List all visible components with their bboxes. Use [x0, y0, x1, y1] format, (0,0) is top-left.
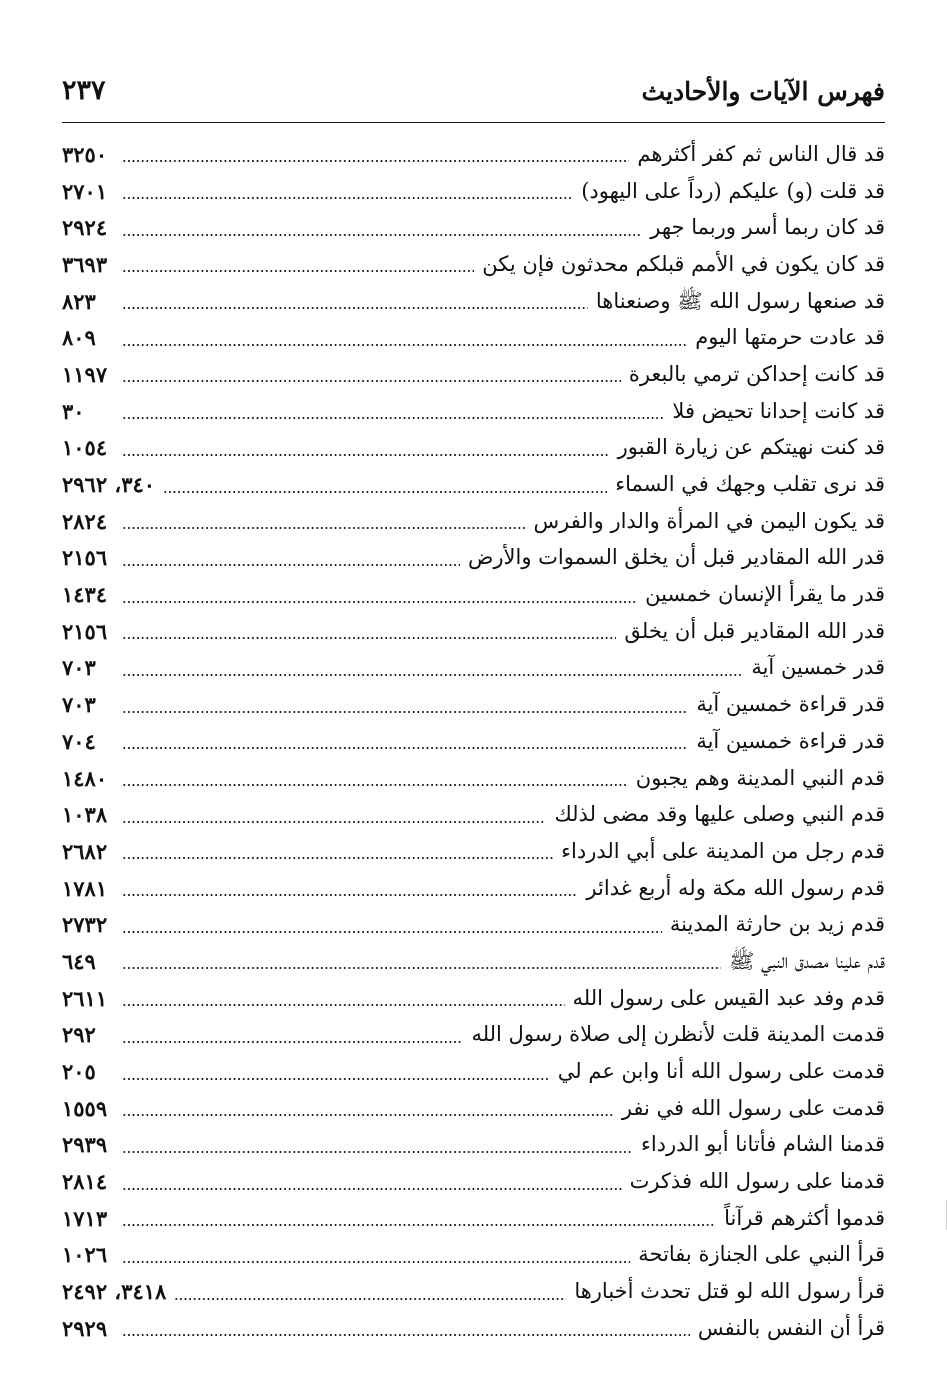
index-entry [62, 356, 885, 393]
index-entry [62, 760, 885, 797]
index-entry [62, 833, 885, 870]
entry-text: قد صنعها رسول الله ﷺ وصنعناها [595, 288, 885, 313]
entry-reference-numbers: ١٠٢٦ [62, 1242, 108, 1268]
entry-reference-numbers: ٧٠٣ [62, 655, 96, 681]
dot-leader [122, 600, 637, 604]
entry-reference-numbers: ١٤٨٠ [62, 765, 108, 791]
index-entry [62, 430, 885, 467]
entry-text: قدمنا على رسول الله فذكرت [629, 1169, 885, 1194]
index-entry [62, 466, 885, 503]
dot-leader [122, 379, 621, 383]
running-title: فهرس الآيات والأحاديث [641, 77, 885, 106]
dot-leader [122, 1113, 614, 1117]
index-entry [62, 686, 885, 723]
dot-leader [122, 1187, 622, 1191]
entry-text: قرأ أن النفس بالنفس [697, 1315, 885, 1340]
index-entry [62, 576, 885, 613]
index-entry [62, 1053, 885, 1090]
entry-text: قد كان ربما أسر وربما جهر [650, 215, 885, 240]
index-entry [62, 173, 885, 210]
index-entry [62, 503, 885, 540]
entry-reference-numbers: ٣٦٩٣ [62, 251, 108, 277]
entry-reference-numbers: ٦٤٩ [62, 948, 96, 974]
entry-text: قدر قراءة خمسين آية [696, 728, 885, 753]
dot-leader [122, 1077, 550, 1081]
dot-leader [122, 1003, 565, 1007]
dot-leader [122, 1260, 630, 1264]
index-entry [62, 1273, 885, 1310]
entry-text: قدم علينا مصدق النبي ﷺ [728, 948, 885, 973]
index-entry [62, 1017, 885, 1054]
index-entry [62, 943, 885, 980]
entry-reference-numbers: ١٠٣٨ [62, 802, 108, 828]
dot-leader [122, 306, 588, 310]
entry-text: قد كان يكون في الأمم قبلكم محدثون فإن يكن [482, 251, 885, 276]
dot-leader [122, 930, 662, 934]
entry-text: قد نرى تقلب وجهك في السماء [615, 472, 885, 497]
index-entry [62, 870, 885, 907]
entry-reference-numbers: ١٧٨١ [62, 875, 108, 901]
entry-text: قدموا أكثرهم قرآناً [724, 1205, 885, 1230]
entry-text: قد كانت إحداكن ترمي بالبعرة [628, 361, 885, 386]
index-entry [62, 540, 885, 577]
index-entry [62, 209, 885, 246]
entry-text: قدر ما يقرأ الإنسان خمسين [645, 582, 885, 607]
index-entry [62, 1127, 885, 1164]
entry-text: قد عادت حرمتها اليوم [695, 325, 885, 350]
dot-leader [163, 490, 607, 494]
entry-text: قد قلت (و) عليكم (رداً على اليهود) [581, 178, 885, 203]
dot-leader [122, 563, 460, 567]
index-entry [62, 980, 885, 1017]
entry-reference-numbers: ٢٩٣٩ [62, 1132, 108, 1158]
entry-reference-numbers: ٢٩٢ [62, 1022, 96, 1048]
dot-leader [122, 710, 688, 714]
dot-leader [122, 636, 616, 640]
entry-reference-numbers: ٢٦١١ [62, 985, 108, 1011]
dot-leader [122, 196, 573, 200]
entry-reference-numbers: ٢٠٥ [62, 1059, 96, 1085]
index-entry [62, 906, 885, 943]
entry-text: قدم رجل من المدينة على أبي الدرداء [561, 838, 885, 863]
entry-text: قدمت على رسول الله في نفر [621, 1095, 885, 1120]
entry-text: قدم النبي المدينة وهم يجبون [635, 765, 885, 790]
dot-leader [122, 1223, 716, 1227]
dot-leader [122, 673, 743, 677]
dot-leader [174, 1297, 566, 1301]
entry-text: قد كانت إحدانا تحيض فلا [672, 398, 885, 423]
entry-reference-numbers: ١٤٣٤ [62, 582, 108, 608]
entry-text: قرأ رسول الله لو قتل تحدث أخبارها [574, 1279, 885, 1304]
entry-text: قدم زيد بن حارثة المدينة [669, 912, 885, 937]
entry-text: قد كنت نهيتكم عن زيارة القبور [617, 435, 885, 460]
dot-leader [122, 453, 610, 457]
entry-text: قدر قراءة خمسين آية [696, 692, 885, 717]
dot-leader [122, 893, 578, 897]
entry-reference-numbers: ٨٢٣ [62, 288, 96, 314]
index-entry [62, 283, 885, 320]
index-entry [62, 650, 885, 687]
index-entries [62, 136, 885, 1347]
entry-reference-numbers: ٧٠٤ [62, 728, 96, 754]
index-entry [62, 796, 885, 833]
dot-leader [122, 746, 688, 750]
entry-reference-numbers: ٢١٥٦ [62, 545, 108, 571]
dot-leader [122, 856, 553, 860]
entry-reference-numbers: ٢٩٢٩ [62, 1315, 108, 1341]
dot-leader [122, 1040, 463, 1044]
entry-text: قدمت المدينة قلت لأنظرن إلى صلاة رسول الله [471, 1022, 885, 1047]
index-entry [62, 246, 885, 283]
entry-text: قدمنا الشام فأتانا أبو الدرداء [640, 1132, 885, 1157]
index-entry [62, 136, 885, 173]
dot-leader [122, 233, 642, 237]
index-entry [62, 613, 885, 650]
index-entry [62, 393, 885, 430]
dot-leader [122, 966, 721, 970]
entry-reference-numbers: ١٧١٣ [62, 1205, 108, 1231]
entry-text: قدم وفد عبد القيس على رسول الله [572, 985, 885, 1010]
entry-reference-numbers: ٢٩٢٤ [62, 215, 108, 241]
entry-text: قرأ النبي على الجنازة بفاتحة [638, 1242, 885, 1267]
entry-text: قد قال الناس ثم كفر أكثرهم [637, 141, 885, 166]
dot-leader [122, 416, 664, 420]
header-rule [62, 122, 885, 123]
entry-reference-numbers: ٢٧٠١ [62, 178, 108, 204]
dot-leader [122, 526, 526, 530]
index-entry [62, 1310, 885, 1347]
index-entry [62, 1163, 885, 1200]
entry-reference-numbers: ٢٨٢٤ [62, 508, 108, 534]
entry-reference-numbers: ٣٢٥٠ [62, 141, 108, 167]
entry-reference-numbers: ١٠٥٤ [62, 435, 108, 461]
entry-reference-numbers: ٣٤٠، ٢٩٦٢ [62, 472, 156, 498]
dot-leader [122, 343, 687, 347]
entry-text: قدمت على رسول الله أنا وابن عم لي [557, 1059, 885, 1084]
dot-leader [122, 1150, 633, 1154]
dot-leader [122, 783, 628, 787]
entry-reference-numbers: ٢٦٨٢ [62, 838, 108, 864]
page-edge-mark [942, 1200, 947, 1230]
dot-leader [122, 820, 546, 824]
index-entry [62, 1237, 885, 1274]
page-number: ٢٣٧ [62, 75, 106, 106]
entry-reference-numbers: ٨٠٩ [62, 325, 96, 351]
dot-leader [122, 159, 629, 163]
entry-reference-numbers: ١٥٥٩ [62, 1095, 108, 1121]
entry-reference-numbers: ٢٨١٤ [62, 1169, 108, 1195]
entry-text: قد يكون اليمن في المرأة والدار والفرس [533, 508, 885, 533]
entry-text: قدر الله المقادير قبل أن يخلق [624, 618, 885, 643]
dot-leader [122, 1333, 690, 1337]
entry-reference-numbers: ٢١٥٦ [62, 618, 108, 644]
entry-reference-numbers: ٣٤١٨، ٢٤٩٢ [62, 1279, 167, 1305]
entry-reference-numbers: ١١٩٧ [62, 361, 108, 387]
index-entry [62, 1090, 885, 1127]
entry-reference-numbers: ٣٠ [62, 398, 85, 424]
dot-leader [122, 269, 474, 273]
entry-text: قدم النبي وصلى عليها وقد مضى لذلك [554, 802, 885, 827]
page-header [62, 66, 885, 106]
index-entry [62, 723, 885, 760]
index-entry [62, 319, 885, 356]
entry-reference-numbers: ٢٧٣٢ [62, 912, 108, 938]
entry-text: قدر الله المقادير قبل أن يخلق السموات والأرض [468, 545, 885, 570]
index-entry [62, 1200, 885, 1237]
entry-text: قدم رسول الله مكة وله أربع غدائر [586, 875, 885, 900]
entry-reference-numbers: ٧٠٣ [62, 692, 96, 718]
entry-text: قدر خمسين آية [751, 655, 885, 680]
